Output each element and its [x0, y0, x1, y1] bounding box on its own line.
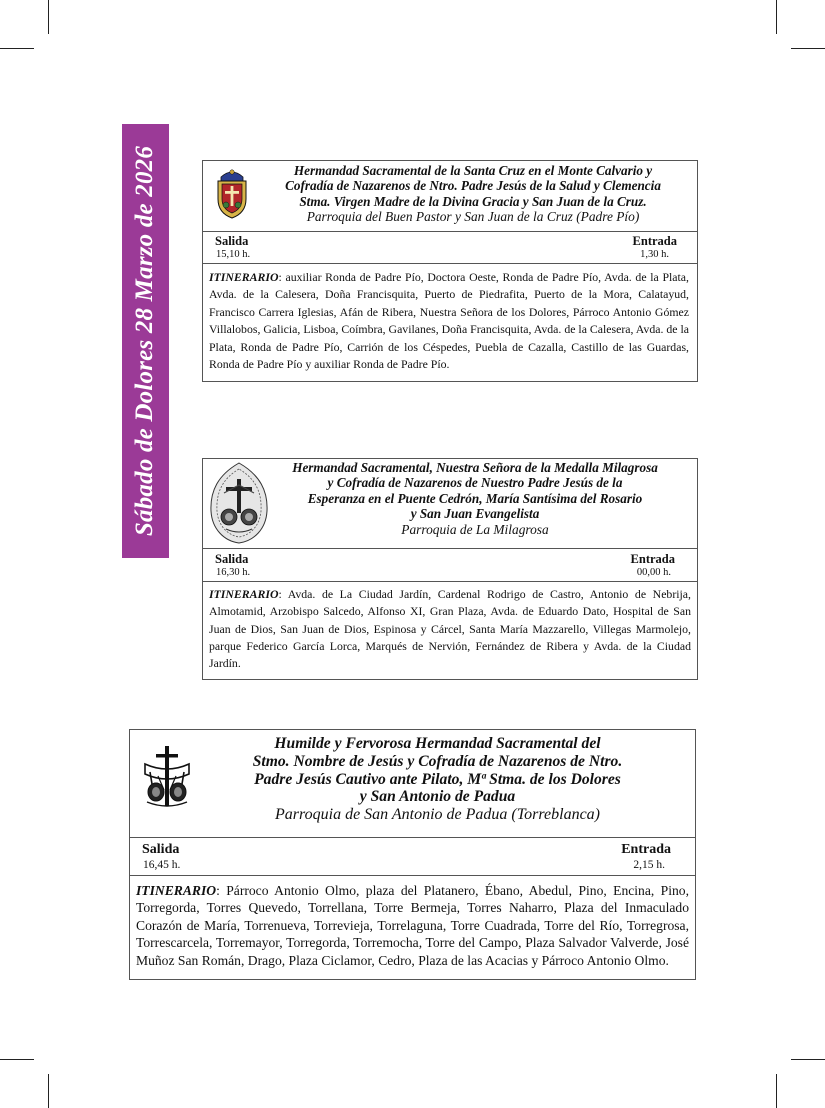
entry-times: [203, 549, 697, 582]
itinerary-label: ITINERARIO: [136, 883, 217, 898]
salida-time: 16,45 h.: [143, 859, 181, 871]
salida-label: Salida: [142, 842, 180, 857]
brotherhood-entry: [202, 160, 698, 382]
entry-title-line: Esperanza en el Puente Cedrón, María Santísima del Rosario: [307, 490, 643, 506]
brotherhood-crest-icon: [213, 167, 251, 219]
entry-title-line: y Cofradía de Nazarenos de Nuestro Padre Jesús de la: [327, 475, 623, 491]
itinerary-text: : auxiliar Ronda de Padre Pío, Doctora Oeste, Ronda de Padre Pío, Avda. de la Plata, Avda. de la Calesera, Doña Francisquita, Puerto de Piedrafita, Puerto de la Mora, Calatayud, Francisco Carrera Iglesias, Afán de Ribera, Nuestra Señora de los Dolores, Párroco Antonio Gómez Villalobos, Galicia, Lisboa, Coímbra, Gavilanes, Doña Francisquita, Avda. de la Calesera, Avda. de la Plata, Ronda de Padre Pío, Carrión de los Céspedes, Puebla de Cazalla, Castillo de las Guardas, Ronda de Padre Pío y auxiliar Ronda de Padre Pío.: [209, 270, 689, 372]
entrada-label: Entrada: [630, 552, 675, 566]
entry-title-line: Stma. Virgen Madre de la Divina Gracia y San Juan de la Cruz.: [299, 193, 647, 209]
entry-title-line: Padre Jesús Cautivo ante Pilato, Mª Stma. de los Dolores: [254, 770, 621, 788]
entry-itinerary: [203, 264, 697, 373]
entry-itinerary: [130, 876, 695, 969]
entry-title-line: y San Antonio de Padua: [359, 788, 516, 806]
entrada-time: 1,30 h.: [640, 249, 669, 260]
itinerary-label: ITINERARIO: [209, 270, 279, 284]
entrada-time: 2,15 h.: [633, 859, 665, 871]
itinerary-label: ITINERARIO: [209, 587, 279, 601]
crop-mark: [0, 48, 34, 49]
crop-mark: [776, 0, 777, 34]
crop-mark: [791, 48, 825, 49]
entry-times: [130, 838, 695, 876]
entry-itinerary: [203, 582, 697, 672]
medallion-icon: [206, 461, 272, 545]
entry-title-line: Hermandad Sacramental, Nuestra Señora de la Medalla Milagrosa: [292, 460, 658, 475]
entry-title-line: Hermandad Sacramental de la Santa Cruz en el Monte Calvario y: [293, 163, 653, 178]
itinerary-text: : Párroco Antonio Olmo, plaza del Platanero, Ébano, Abedul, Pino, Encina, Pino, Torregorda, Torres Quevedo, Torrellana, Torre Bermeja, Torres Naharro, Plaza del Inmaculado Corazón de María, Torrenueva, Torrevieja, Torrelaguna, Torre Cuadrada, Torre del Río, Torregrosa, Torrescarcela, Torremayor, Torregorda, Torremocha, Torre del Campo, Plaza Salvador Valverde, José Muñoz San Román, Drago, Plaza Ciclamor, Cedro, Plaza de las Acacias y Párroco Antonio Olmo.: [136, 883, 689, 968]
entry-title-line: Stmo. Nombre de Jesús y Cofradía de Nazarenos de Ntro.: [252, 752, 623, 770]
brotherhood-entry: [202, 458, 698, 680]
entrada-label: Entrada: [632, 234, 677, 248]
salida-label: Salida: [215, 234, 249, 248]
entrada-label: Entrada: [621, 842, 671, 857]
entry-title-line: Humilde y Fervorosa Hermandad Sacramental del: [274, 735, 601, 752]
entry-title-line: Cofradía de Nazarenos de Ntro. Padre Jesús de la Salud y Clemencia: [285, 178, 661, 194]
entry-parish: Parroquia de La Milagrosa: [401, 521, 549, 537]
salida-time: 16,30 h.: [216, 567, 251, 578]
entry-parish: Parroquia de San Antonio de Padua (Torreblanca): [274, 806, 601, 824]
entry-header: [130, 730, 695, 838]
salida-time: 15,10 h.: [216, 249, 251, 260]
cross-shield-icon: [142, 744, 192, 810]
crop-mark: [776, 1074, 777, 1108]
entry-parish: Parroquia del Buen Pastor y San Juan de la Cruz (Padre Pío): [306, 209, 640, 225]
crop-mark: [791, 1059, 825, 1060]
entry-header: [203, 161, 697, 232]
entry-header: [203, 459, 697, 549]
crop-mark: [48, 0, 49, 34]
brotherhood-entry: [129, 729, 696, 980]
side-banner: [122, 124, 169, 558]
crop-mark: [0, 1059, 34, 1060]
entry-title-line: y San Juan Evangelista: [410, 506, 540, 522]
entry-times: [203, 232, 697, 264]
side-banner-text: Sábado de Dolores 28 Marzo de 2026: [131, 145, 159, 537]
salida-label: Salida: [215, 552, 249, 566]
crop-mark: [48, 1074, 49, 1108]
itinerary-text: : Avda. de La Ciudad Jardín, Cardenal Rodrigo de Castro, Antonio de Nebrija, Almotamid, Arzobispo Salcedo, Alfonso XI, Gran Plaza, Avda. de Eduardo Dato, Hospital de San Juan de Dios, San Juan de Dios, Espinosa y Cárcel, Santa María Mazzarello, Villegas Marmolejo, parque Federico García Lorca, Marqués de Nervión, Fernández de Ribera y Avda. de la Ciudad Jardín.: [209, 587, 691, 671]
entrada-time: 00,00 h.: [636, 567, 671, 578]
